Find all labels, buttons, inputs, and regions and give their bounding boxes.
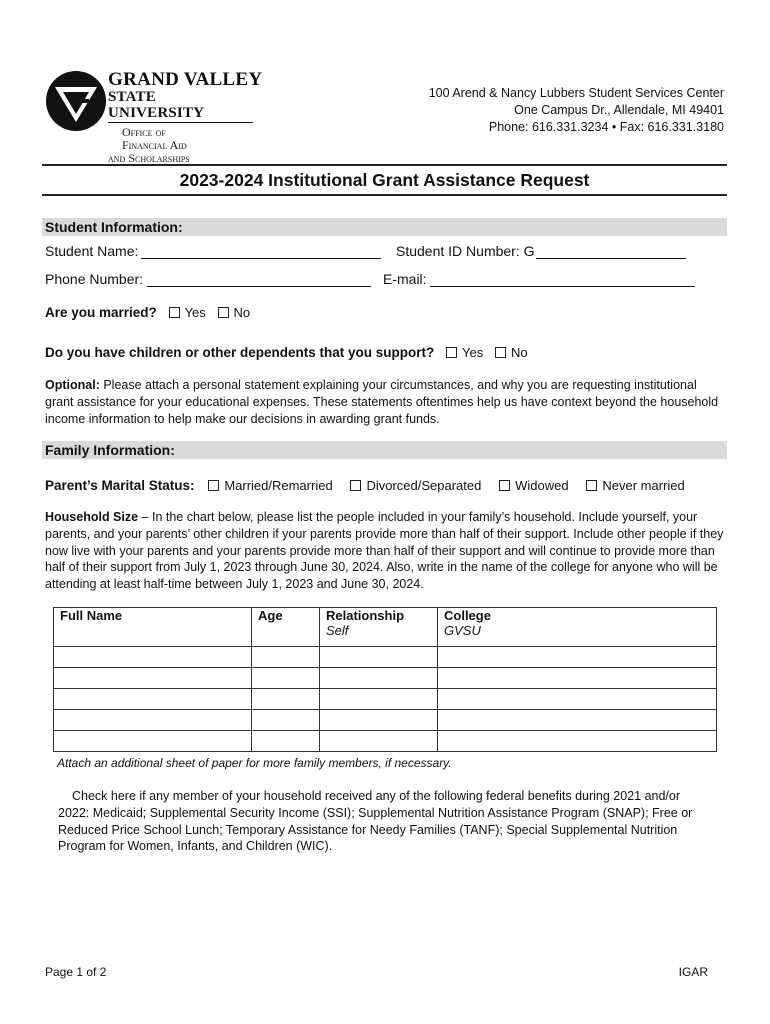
household-table	[53, 607, 717, 752]
university-logo-text	[108, 70, 262, 165]
optional-statement-text: Optional: Please attach a personal statement explaining your circumstances, and why you are requesting institutional grant assistance for your educational expenses. These statements oftentimes help us have context beyond the household income information to help make our decisions in awarding grant funds.	[45, 378, 719, 426]
office-address: 100 Arend & Nancy Lubbers Student Services Center One Campus Dr., Allendale, MI 49401 Phone: 616.331.3234 • Fax: 616.331.3180	[428, 86, 724, 134]
dependents-yes-checkbox[interactable]	[446, 347, 457, 358]
logo-state-university: STATE UNIVERSITY	[108, 89, 253, 123]
household-size-text: Household Size – In the chart below, please list the people included in your family’s household. Include yourself, your parents, and your parents’ other children if your parents provide more than half of their support. Include other people if they now live with your parents and your parents provide more than half of their support and will continue to provide more than half of their support from July 1, 2023 through June 30, 2024. Also, write in the name of the college for anyone who will be attending at least half-time between July 1, 2023 and June 30, 2024.	[45, 510, 724, 592]
family-info-heading: Family Information:	[42, 441, 727, 459]
table-row[interactable]	[54, 668, 717, 689]
gvsu-logo-icon	[45, 70, 107, 132]
email-field[interactable]	[430, 286, 695, 287]
student-info-heading: Student Information:	[42, 218, 727, 236]
col-relationship: Relationship Self	[320, 608, 438, 647]
logo-office-name: Office of Financial Aid and Scholarships	[108, 125, 190, 165]
page-title: 2023-2024 Institutional Grant Assistance Request	[179, 170, 590, 190]
marital-never-married-checkbox[interactable]	[586, 480, 597, 491]
phone-field[interactable]	[147, 286, 371, 287]
table-row[interactable]	[54, 689, 717, 710]
table-row[interactable]	[54, 710, 717, 731]
table-header-row	[54, 608, 717, 647]
dependents-question: Do you have children or other dependents that you support? Yes No	[45, 345, 528, 360]
student-id-field[interactable]	[536, 258, 686, 259]
marital-married-checkbox[interactable]	[208, 480, 219, 491]
married-yes-checkbox[interactable]	[169, 307, 180, 318]
federal-benefits-text: Check here if any member of your household received any of the following federal benefits during 2021 and/or 2022: Medicaid; Supplemental Security Income (SSI); Supplemental Nutrition Assistance Program (SNAP); Free or Reduced Price School Lunch; Temporary Assistance for Needy Families (TANF); Special Supplemental Nutrition Program for Women, Infants, and Children (WIC).	[58, 789, 693, 854]
additional-sheet-note: Attach an additional sheet of paper for more family members, if necessary.	[57, 756, 452, 770]
student-name-field[interactable]	[141, 258, 381, 259]
marital-divorced-checkbox[interactable]	[350, 480, 361, 491]
title-rule-bottom	[42, 194, 727, 196]
logo-grand-valley: GRAND VALLEY	[108, 69, 263, 90]
married-question: Are you married? Yes No	[45, 305, 251, 320]
email-label: E-mail:	[383, 271, 427, 287]
col-age: Age	[252, 608, 320, 647]
student-name-label: Student Name:	[45, 243, 139, 259]
dependents-no-checkbox[interactable]	[495, 347, 506, 358]
table-row[interactable]	[54, 731, 717, 752]
married-no-checkbox[interactable]	[218, 307, 229, 318]
table-row[interactable]	[54, 647, 717, 668]
page-number: Page 1 of 2	[45, 965, 107, 979]
marital-widowed-checkbox[interactable]	[499, 480, 510, 491]
form-code: IGAR	[678, 965, 708, 979]
col-college: College GVSU	[438, 608, 717, 647]
phone-label: Phone Number:	[45, 271, 144, 287]
col-full-name: Full Name	[54, 608, 252, 647]
parent-marital-status: Parent’s Marital Status: Married/Remarried Divorced/Separated Widowed Never married	[45, 478, 685, 493]
title-rule-top	[42, 164, 727, 166]
student-id-label: Student ID Number: G	[396, 243, 535, 259]
